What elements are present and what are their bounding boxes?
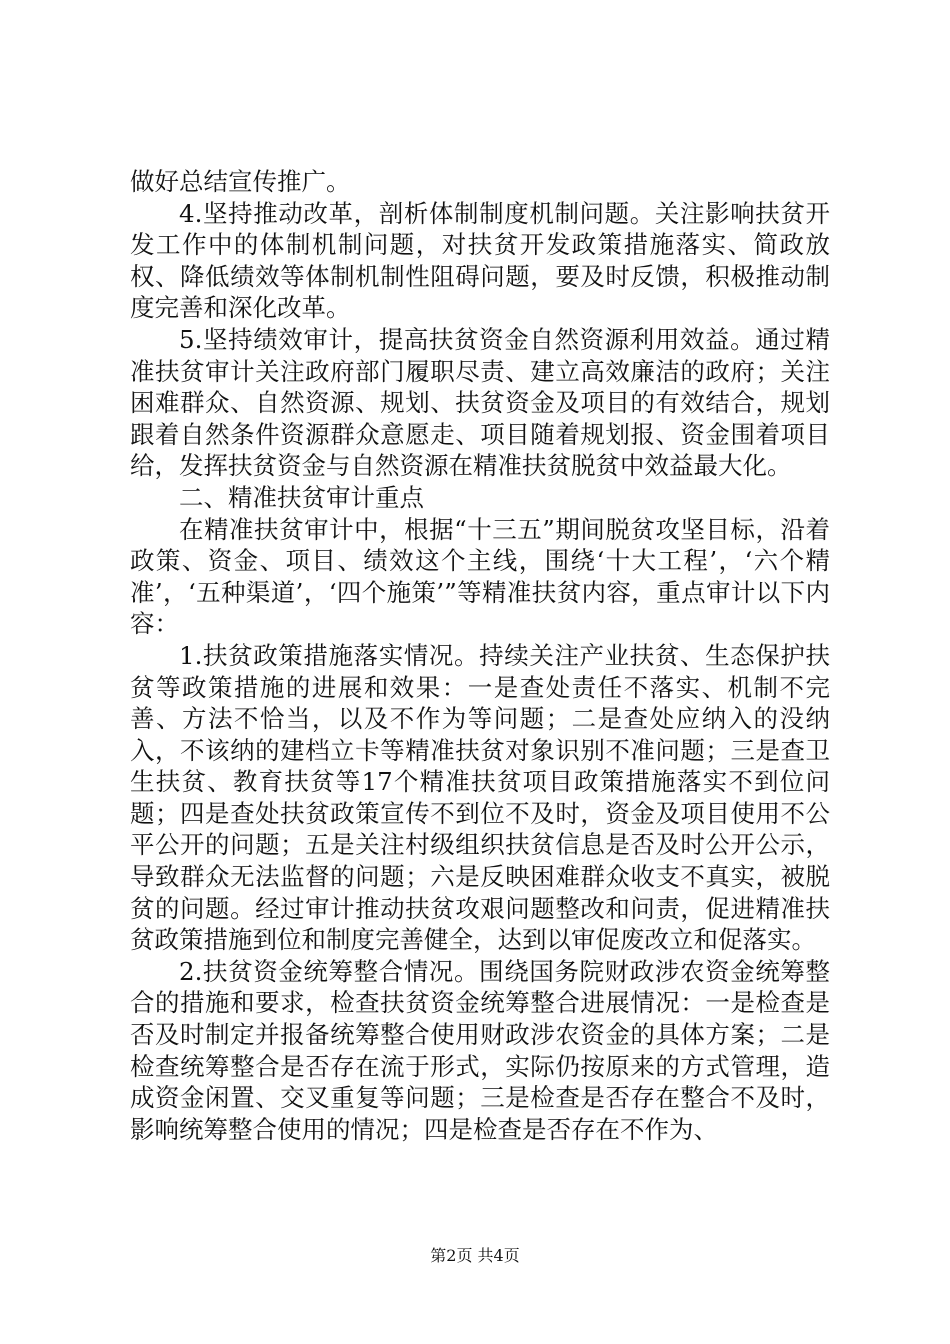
paragraph-item-4: 4.坚持推动改革，剖析体制制度机制问题。关注影响扶贫开发工作中的体制机制问题，对扶贫开发政策措施落实、简政放权、降低绩效等体制机制性阻碍问题，要及时反馈，积极推动制度完善和深化改革。: [130, 198, 830, 323]
section-heading: 二、精准扶贫审计重点: [179, 482, 424, 512]
page-number-footer: 第2页 共4页: [430, 1246, 520, 1265]
paragraph-continuation: 做好总结宣传推广。: [130, 167, 351, 196]
paragraph-intro: 在精准扶贫审计中，根据“十三五”期间脱贫攻坚目标，沿着政策、资金、项目、绩效这个主线，围绕‘十大工程’，‘六个精准’，‘五种渠道’，‘四个施策’”等精准扶贫内容，重点审计以下内容：: [130, 514, 830, 639]
paragraph-point-1: 1.扶贫政策措施落实情况。持续关注产业扶贫、生态保护扶贫等政策措施的进展和效果：一是查处责任不落实、机制不完善、方法不恰当，以及不作为等问题；二是查处应纳入的没纳入，不该纳的建档立卡等精准扶贫对象识别不准问题；三是查卫生扶贫、教育扶贫等17个精准扶贫项目政策措施落实不到位问题；四是查处扶贫政策宣传不到位不及时，资金及项目使用不公平公开的问题；五是关注村级组织扶贫信息是否及时公开公示，导致群众无法监督的问题；六是反映困难群众收支不真实，被脱贫的问题。经过审计推动扶贫攻艰问题整改和问责，促进精准扶贫政策措施到位和制度完善健全，达到以审促废改立和促落实。: [130, 640, 830, 955]
paragraph-point-2: 2.扶贫资金统筹整合情况。围绕国务院财政涉农资金统筹整合的措施和要求，检查扶贫资金统筹整合进展情况：一是检查是否及时制定并报备统筹整合使用财政涉农资金的具体方案；二是检查统筹整合是否存在流于形式，实际仍按原来的方式管理，造成资金闲置、交叉重复等问题；三是检查是否存在整合不及时，影响统筹整合使用的情况；四是检查是否存在不作为、: [130, 956, 830, 1144]
paragraph-item-5: 5.坚持绩效审计，提高扶贫资金自然资源利用效益。通过精准扶贫审计关注政府部门履职尽责、建立高效廉洁的政府；关注困难群众、自然资源、规划、扶贫资金及项目的有效结合，规划跟着自然条件资源群众意愿走、项目随着规划报、资金围着项目给，发挥扶贫资金与自然资源在精准扶贫脱贫中效益最大化。: [130, 324, 830, 481]
document-body: [130, 166, 830, 1145]
